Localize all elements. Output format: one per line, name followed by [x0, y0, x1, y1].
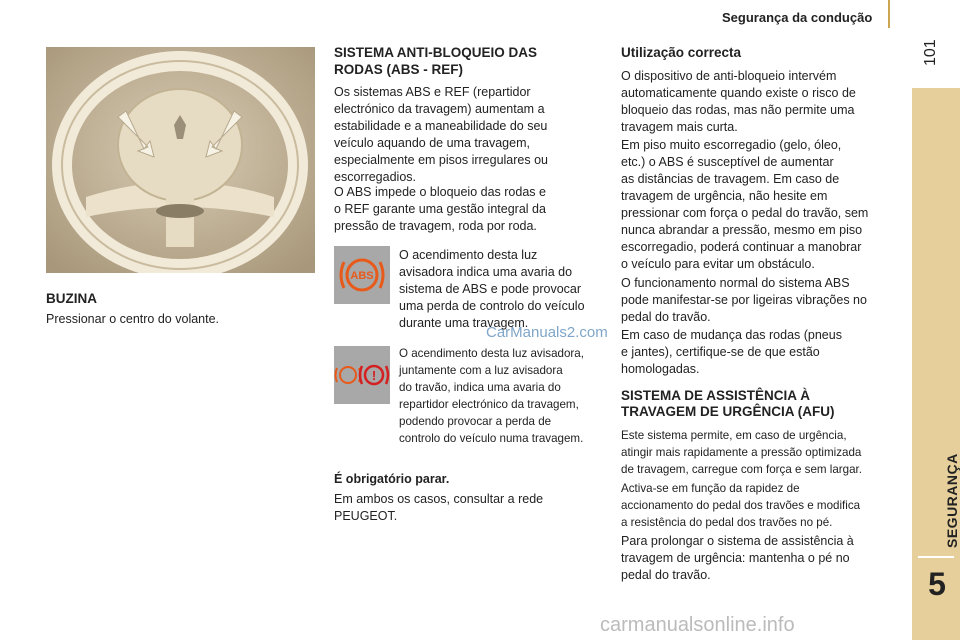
text-line: pedal do travão.: [621, 568, 711, 582]
text-line: a resistência do pedal dos travões no pé.: [621, 516, 833, 529]
abs-heading-line2: RODAS (ABS - REF): [334, 62, 463, 77]
abs-warning-note: [399, 247, 609, 332]
text-line: sistema de ABS e pode provocar: [399, 282, 582, 296]
text-line: especialmente em pisos irregulares ou: [334, 153, 548, 167]
abs-function: [334, 184, 584, 235]
text-line: accionamento do pedal dos travões e modifica: [621, 499, 861, 512]
text-line: o REF garante uma gestão integral da: [334, 202, 546, 216]
text-line: pressionar com força o pedal do travão, sem: [621, 206, 869, 220]
correct-use-heading: Utilização correcta: [621, 45, 742, 60]
chapter-label: SEGURANÇA: [944, 453, 960, 548]
correct-use-p4: [621, 327, 906, 378]
text-line: O dispositivo de anti-bloqueio intervém: [621, 69, 837, 83]
text-line: pedal do travão.: [621, 310, 711, 324]
stop-heading: É obrigatório parar.: [334, 472, 450, 486]
text-line: veículo aquando de uma travagem,: [334, 136, 530, 150]
afu-heading-line1: SISTEMA DE ASSISTÊNCIA À: [621, 388, 811, 403]
text-line: estabilidade e a maneabilidade do seu: [334, 119, 548, 133]
abs-intro: [334, 84, 584, 186]
horn-text: Pressionar o centro do volante.: [46, 312, 220, 326]
text-line: do travão, indica uma avaria do: [399, 381, 561, 394]
text-line: podendo provocar a perda de: [399, 415, 552, 428]
steering-wheel-icon: [46, 47, 315, 273]
text-line: juntamente com a luz avisadora: [399, 364, 563, 377]
text-line: Em piso muito escorregadio (gelo, óleo,: [621, 138, 842, 152]
text-line: travagem mais curta.: [621, 120, 738, 134]
afu-heading-line2: TRAVAGEM DE URGÊNCIA (AFU): [621, 404, 835, 419]
chapter-number: 5: [928, 566, 946, 602]
abs-icon-label: ABS: [350, 270, 374, 282]
text-line: as distâncias de travagem. Em caso de: [621, 172, 840, 186]
text-line: nunca abrandar a pressão, mesmo em piso: [621, 223, 863, 237]
text-line: pressão de travagem, roda por roda.: [334, 219, 537, 233]
text-line: uma perda de controlo do veículo: [399, 299, 585, 313]
correct-use-p1: [621, 68, 906, 136]
text-line: e jantes), certifique-se de que estão: [621, 345, 820, 359]
text-line: escorregadios.: [334, 170, 416, 184]
text-line: escorregadio, poderá continuar a manobrar: [621, 240, 862, 254]
text-line: pode manifestar-se por ligeiras vibrações no: [621, 293, 867, 307]
text-line: repartidor electrónico da travagem,: [399, 398, 579, 411]
text-line: atingir mais rapidamente a pressão optimizada: [621, 446, 862, 459]
steering-wheel-photo: [46, 47, 315, 273]
text-line: etc.) o ABS é susceptível de aumentar: [621, 155, 834, 169]
text-line: Activa-se em função da rapidez de: [621, 482, 800, 495]
text-line: travagem de urgência: mantenha o pé no: [621, 551, 850, 565]
text-line: Em ambos os casos, consultar a rede: [334, 492, 544, 506]
text-line: Para prolongar o sistema de assistência à: [621, 534, 854, 548]
header-rule: [888, 0, 890, 28]
page-number: 101: [922, 39, 939, 66]
text-line: bloqueio das rodas, mas não permite uma: [621, 103, 855, 117]
brake-warning-note: [399, 345, 609, 447]
running-header: Segurança da condução: [722, 10, 873, 25]
text-line: durante uma travagem.: [399, 316, 529, 330]
brake-warning-light: [334, 346, 390, 404]
text-line: o veículo para evitar um obstáculo.: [621, 257, 815, 271]
text-line: controlo do veículo numa travagem.: [399, 432, 584, 445]
afu-p2: [621, 480, 906, 531]
text-line: O acendimento desta luz avisadora,: [399, 347, 584, 360]
chapter-rule: [918, 556, 954, 558]
watermark-top: CarManuals2.com: [486, 324, 608, 341]
correct-use-p3: [621, 275, 906, 326]
text-line: travagem de urgência, não hesite em: [621, 189, 828, 203]
text-line: PEUGEOT.: [334, 509, 398, 523]
horn-heading: BUZINA: [46, 291, 97, 306]
text-line: automaticamente quando existe o risco de: [621, 86, 856, 100]
afu-p3: [621, 533, 906, 584]
text-line: Em caso de mudança das rodas (pneus: [621, 328, 842, 342]
text-line: O funcionamento normal do sistema ABS: [621, 276, 850, 290]
stop-text: [334, 491, 584, 525]
abs-heading-line1: SISTEMA ANTI-BLOQUEIO DAS: [334, 45, 538, 60]
abs-warning-icon: [334, 246, 390, 304]
text-line: electrónico da travagem) aumentam a: [334, 102, 545, 116]
brake-icon-label: !: [371, 368, 377, 383]
text-line: de travagem, carregue com força e sem largar.: [621, 463, 863, 476]
text-line: homologadas.: [621, 362, 700, 376]
abs-warning-light: [334, 246, 390, 304]
text-line: Os sistemas ABS e REF (repartidor: [334, 85, 531, 99]
text-line: Este sistema permite, em caso de urgência,: [621, 429, 847, 442]
afu-p1: [621, 427, 906, 478]
text-line: O acendimento desta luz: [399, 248, 538, 262]
text-line: O ABS impede o bloqueio das rodas e: [334, 185, 546, 199]
watermark-bottom: carmanualsonline.info: [600, 614, 795, 636]
correct-use-p2: [621, 137, 906, 273]
brake-warning-icon: [334, 346, 390, 404]
text-line: avisadora indica uma avaria do: [399, 265, 573, 279]
